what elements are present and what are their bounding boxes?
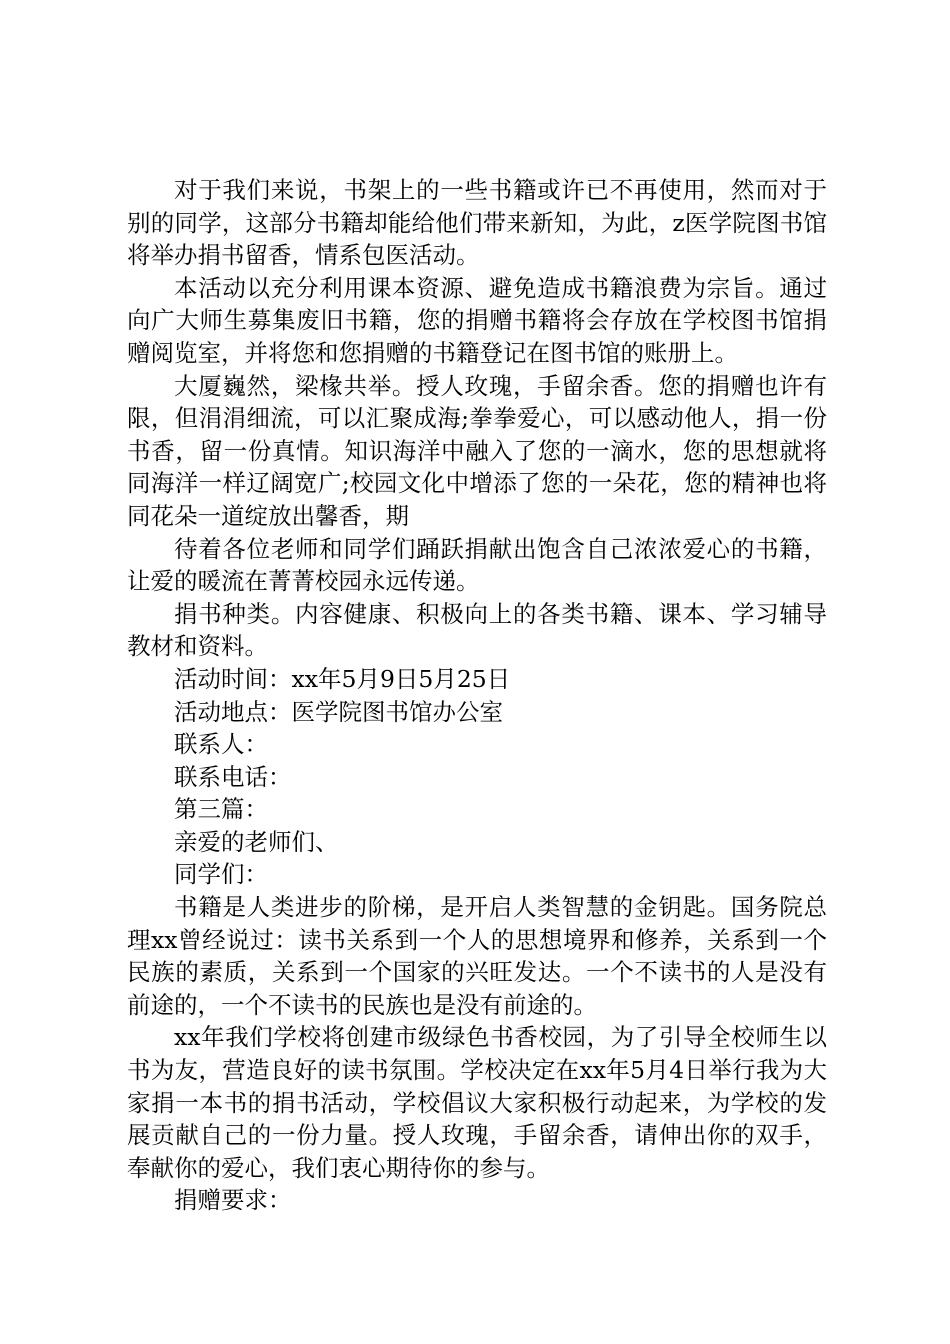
paragraph-purpose: 本活动以充分利用课本资源、避免造成书籍浪费为宗旨。通过向广大师生募集废旧书籍，您的捐赠书籍将会存放在学校图书馆捐赠阅览室，并将您和您捐赠的书籍登记在图书馆的账册上。 — [127, 273, 827, 367]
salutation-teachers: 亲爱的老师们、 — [174, 827, 339, 856]
paragraph-intro: 对于我们来说，书架上的一些书籍或许已不再使用，然而对于别的同学，这部分书籍却能给他们带来新知，为此，z医学院图书馆将举办捐书留香，情系包医活动。 — [127, 176, 827, 270]
paragraph-appeal: 大厦巍然，梁椽共举。授人玫瑰，手留余香。您的捐赠也许有限，但涓涓细流，可以汇聚成海;拳拳爱心，可以感动他人，捐一份书香，留一份真情。知识海洋中融入了您的一滴水，您的思想就将同海洋一样辽阔宽广;校园文化中增添了您的一朵花，您的精神也将同花朵一道绽放出馨香，期 — [127, 371, 827, 530]
section-heading: 第三篇： — [174, 795, 268, 824]
contact-phone: 联系电话： — [174, 762, 292, 791]
document-body — [127, 174, 827, 1217]
contact-person: 联系人： — [174, 730, 268, 759]
paragraph-expectation: 待着各位老师和同学们踊跃捐献出饱含自己浓浓爱心的书籍，让爱的暖流在菁菁校园永远传递。 — [127, 534, 827, 596]
activity-location: 活动地点：医学院图书馆办公室 — [174, 697, 503, 726]
paragraph-campaign: xx年我们学校将创建市级绿色书香校园，为了引导全校师生以书为友，营造良好的读书氛围。学校决定在xx年5月4日举行我为大家捐一本书的捐书活动，学校倡议大家积极行动起来，为学校的发展贡献自己的一份力量。授人玫瑰，手留余香，请伸出你的双手，奉献你的爱心，我们衷心期待你的参与。 — [127, 1023, 827, 1182]
salutation-students: 同学们： — [174, 860, 268, 889]
donation-requirements-heading: 捐赠要求： — [174, 1186, 292, 1215]
activity-time: 活动时间：xx年5月9日5月25日 — [174, 664, 511, 693]
paragraph-books-value: 书籍是人类进步的阶梯，是开启人类智慧的金钥匙。国务院总理xx曾经说过：读书关系到一个人的思想境界和修养，关系到一个民族的素质，关系到一个国家的兴旺发达。一个不读书的人是没有前途的，一个不读书的民族也是没有前途的。 — [127, 893, 827, 1019]
paragraph-book-types: 捐书种类。内容健康、积极向上的各类书籍、课本、学习辅导教材和资料。 — [127, 599, 827, 661]
